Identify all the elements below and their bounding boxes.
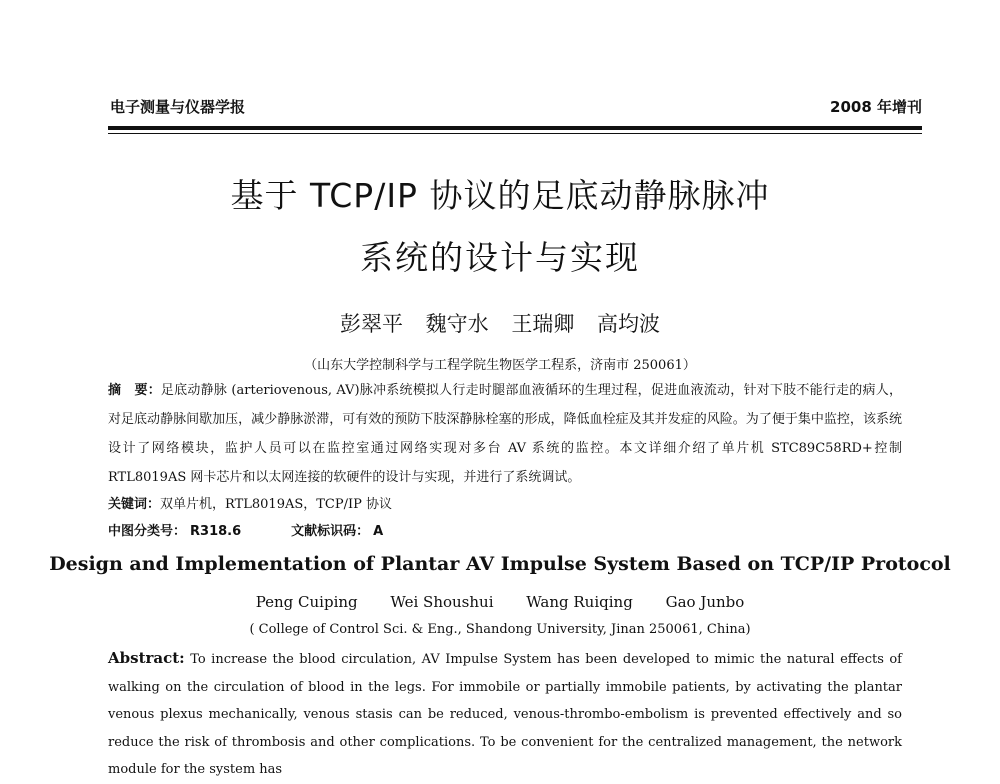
author-en: Wang Ruiqing — [526, 593, 633, 611]
issue-label: 2008 年增刊 — [830, 98, 922, 116]
doc-code-value: A — [373, 524, 384, 539]
abstract-cn-text: 足底动静脉 (arteriovenous, AV)脉冲系统模拟人行走时腿部血液循环的生理过程，促进血液流动，针对下肢不能行走的病人，对足底动静脉间歇加压，减少静脉淤滞，可有效的预防下肢深静脉栓塞的形成，降低血栓症及其并发症的风险。为了便于集中监控，该系统设计了网络模块，监护人员可以在监控室通过网络实现对多台 AV 系统的监控。本文详细介绍了单片机 STC89C58RD+控制 RTL8019AS 网卡芯片和以太网连接的软硬件的设计与实现，并进行了系统调试。 — [108, 383, 902, 485]
keywords — [108, 493, 392, 512]
author-cn: 高均波 — [597, 312, 661, 336]
title-cn-line2: 系统的设计与实现 — [360, 238, 640, 277]
title-en: Design and Implementation of Plantar AV Impulse System Based on TCP/IP Protocol — [49, 553, 951, 575]
doc-code-label: 文献标识码： — [291, 524, 370, 539]
abstract-en-label: Abstract: — [108, 649, 185, 667]
affiliation-en: ( College of Control Sci. & Eng., Shandong University, Jinan 250061, China) — [249, 622, 751, 637]
clc-label: 中图分类号： — [108, 524, 187, 539]
abstract-cn-label: 摘 要： — [108, 383, 161, 398]
abstract-cn — [108, 376, 902, 492]
authors-cn — [0, 308, 1000, 338]
author-cn: 彭翠平 — [339, 312, 403, 336]
title-cn-line1: 基于 TCP/IP 协议的足底动静脉脉冲 — [230, 176, 770, 215]
authors-en — [0, 593, 1000, 611]
author-cn: 魏守水 — [425, 312, 489, 336]
affiliation-cn: （山东大学控制科学与工程学院生物医学工程系，济南市 250061） — [304, 358, 696, 373]
author-en: Gao Junbo — [665, 593, 745, 611]
header-rule-thick — [108, 126, 922, 130]
abstract-en — [108, 645, 902, 784]
keywords-label: 关键词： — [108, 497, 161, 512]
author-en: Wei Shoushui — [390, 593, 494, 611]
author-cn: 王瑞卿 — [511, 312, 575, 336]
keywords-text: 双单片机，RTL8019AS，TCP/IP 协议 — [160, 497, 393, 512]
header-rule-thin — [108, 133, 922, 134]
clc-value: R318.6 — [190, 524, 242, 539]
journal-name: 电子测量与仪器学报 — [110, 98, 246, 116]
author-en: Peng Cuiping — [255, 593, 358, 611]
classification — [108, 520, 383, 539]
abstract-en-text: To increase the blood circulation, AV Impulse System has been developed to mimic the natural effects of walking on the circulation of blood in the legs. For immobile or partially immobile patients, by activating the plantar venous plexus mechanically, venous stasis can be reduced, venous-thrombo-embolism is prevented effectively and so reduce the risk of thrombosis and other complications. To be convenient for the centralized management, the network module for the system has — [108, 652, 902, 777]
